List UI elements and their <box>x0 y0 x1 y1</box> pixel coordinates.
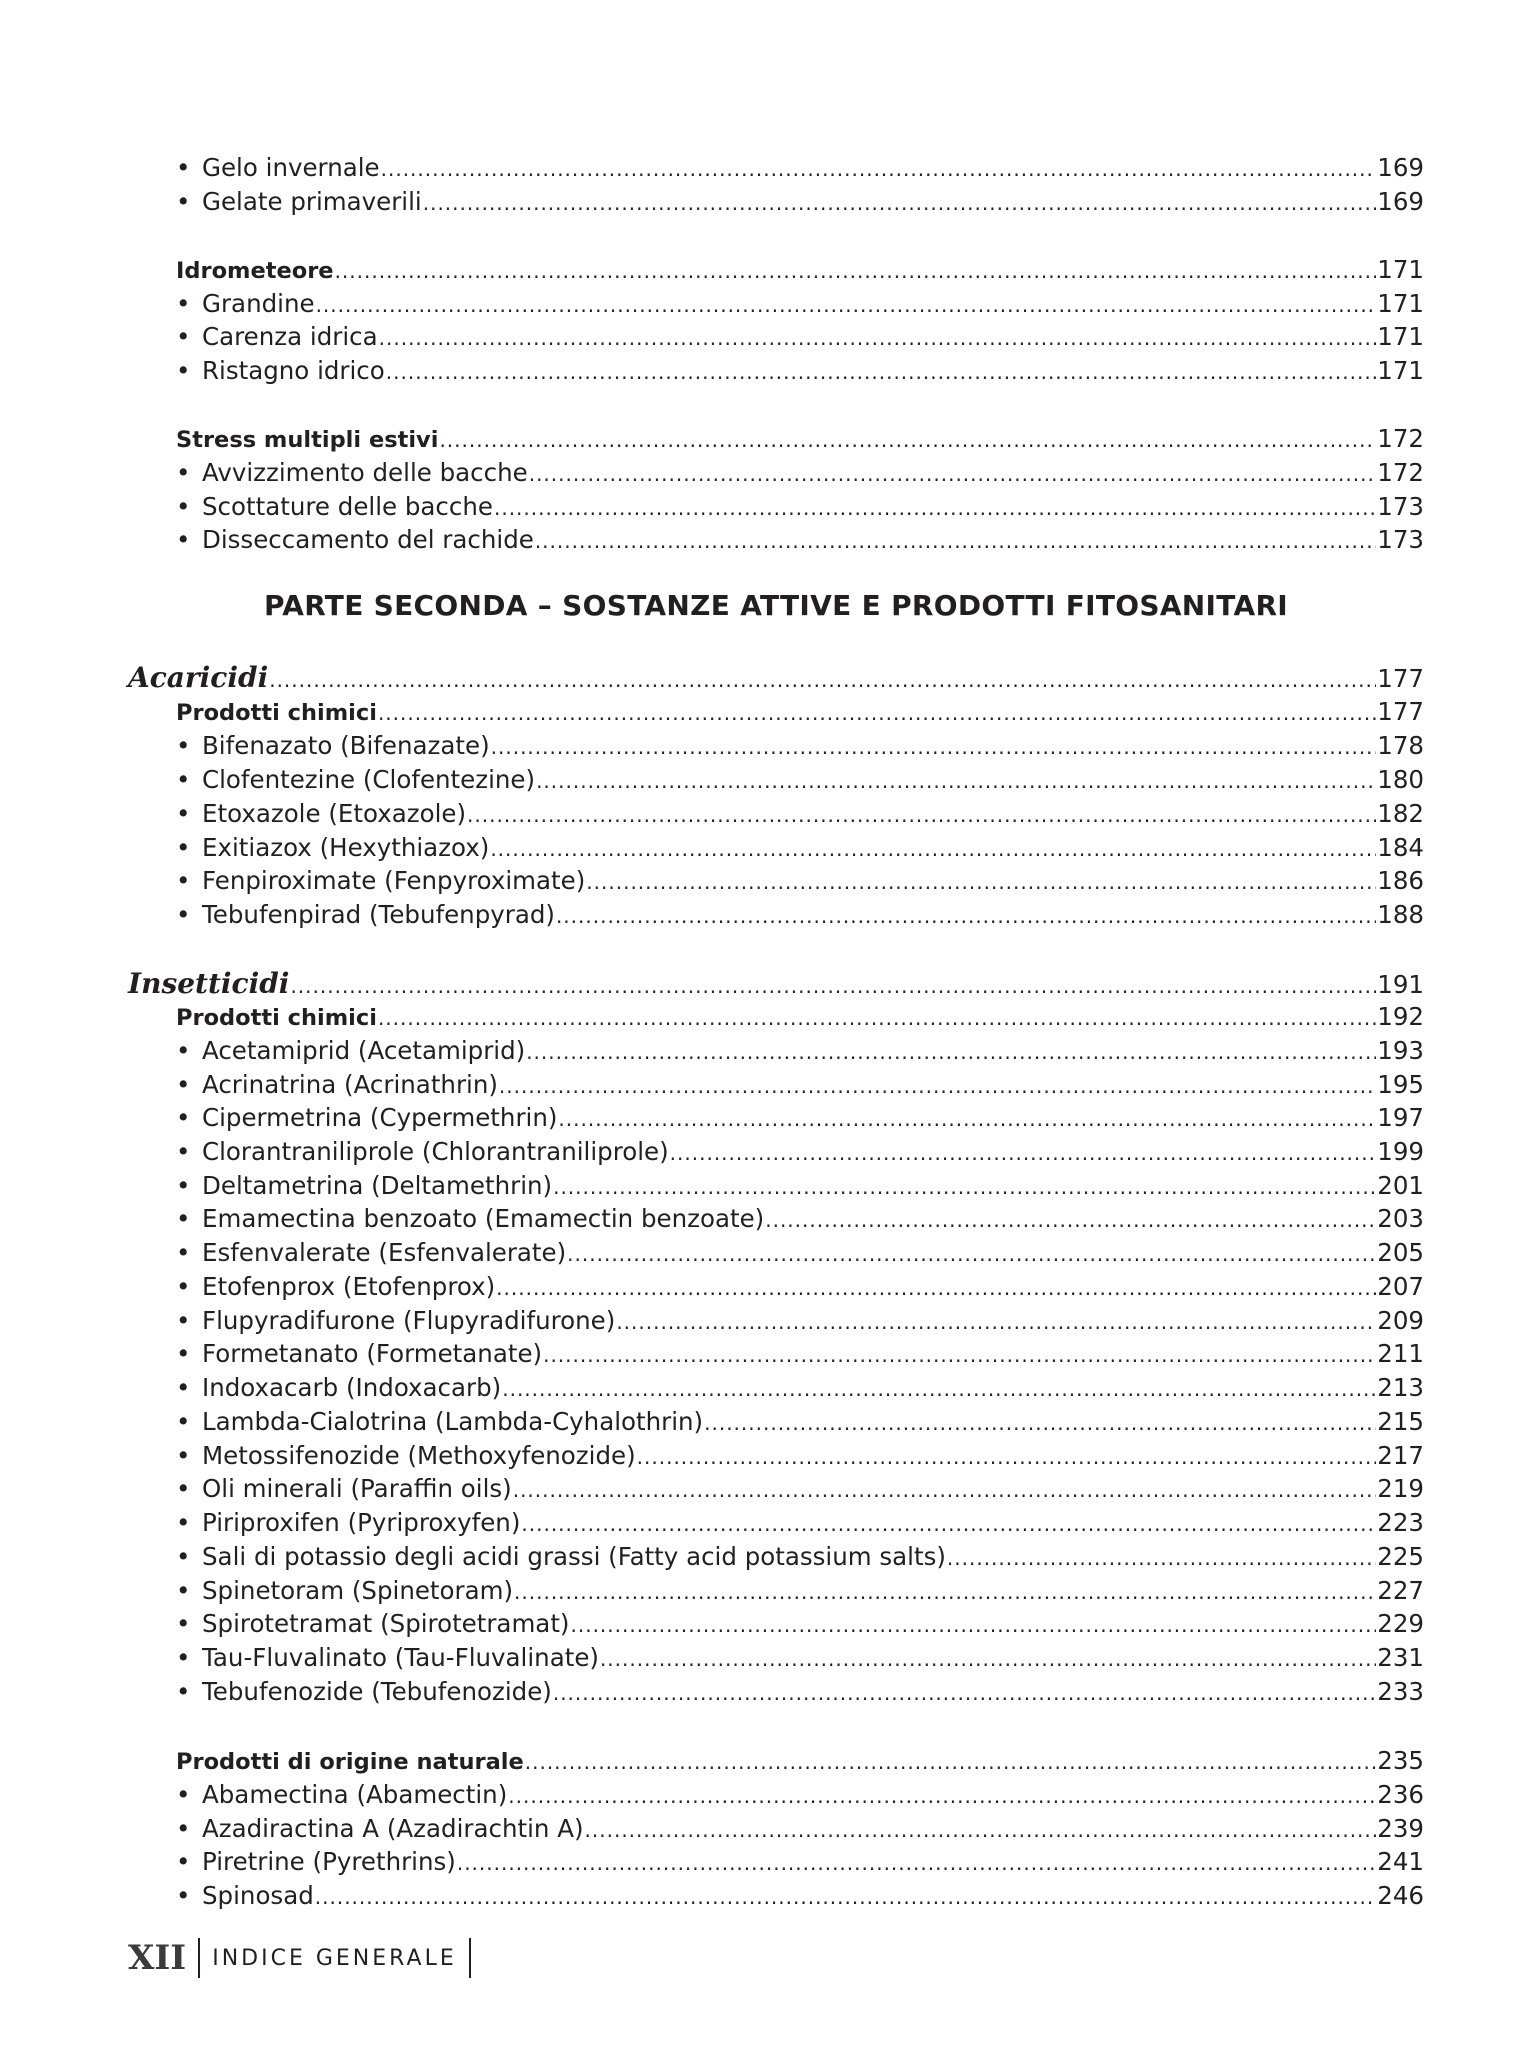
dot-leader <box>335 255 1377 287</box>
page-footer <box>128 1936 483 1980</box>
toc-entry-label: Tebufenpirad (Tebufenpyrad) <box>202 900 555 929</box>
toc-entry <box>176 1846 1424 1879</box>
toc-entry-label: Disseccamento del rachide <box>202 525 534 554</box>
toc-entry-label: Gelate primaverili <box>202 187 422 216</box>
dot-leader <box>616 1306 1376 1338</box>
toc-entry-label: Azadiractina A (Azadirachtin A) <box>202 1814 584 1843</box>
toc-entry-page: 235 <box>1377 1746 1424 1775</box>
toc-entry-label: Grandine <box>202 289 315 318</box>
toc-entry-label: Emamectina benzoato (Emamectin benzoate) <box>202 1204 765 1233</box>
toc-entry <box>176 865 1424 898</box>
toc-entry-label: Acaricidi <box>128 661 269 694</box>
dot-leader <box>467 799 1376 831</box>
toc-entry-page: 205 <box>1377 1238 1424 1267</box>
bullet-icon: • <box>176 1103 191 1132</box>
bullet-icon: • <box>176 1070 191 1099</box>
toc-section <box>128 662 1424 696</box>
dot-leader <box>513 1474 1377 1506</box>
toc-entry-page: 171 <box>1377 289 1424 318</box>
bullet-icon: • <box>176 1542 191 1571</box>
dot-leader <box>558 1103 1376 1135</box>
dot-leader <box>521 1508 1376 1540</box>
toc-entry-label: Piriproxifen (Pyriproxyfen) <box>202 1508 521 1537</box>
bullet-icon: • <box>176 289 191 318</box>
bullet-icon: • <box>176 1306 191 1335</box>
bullet-icon: • <box>176 1272 191 1301</box>
toc-entry <box>176 1507 1424 1540</box>
toc-entry-page: 236 <box>1377 1780 1424 1809</box>
bullet-icon: • <box>176 1441 191 1470</box>
dot-leader <box>514 1576 1376 1608</box>
dot-leader <box>765 1204 1376 1236</box>
toc-entry-label: Clorantraniliprole (Chlorantraniliprole) <box>202 1137 669 1166</box>
toc-section <box>128 968 1424 1002</box>
bullet-icon: • <box>176 1373 191 1402</box>
toc-entry <box>176 1271 1424 1304</box>
bullet-icon: • <box>176 833 191 862</box>
toc-entry-page: 191 <box>1377 970 1424 999</box>
dot-leader <box>378 697 1376 729</box>
toc-entry <box>176 355 1424 388</box>
toc-entry-label: Piretrine (Pyrethrins) <box>202 1847 456 1876</box>
toc-entry <box>176 491 1424 524</box>
bullet-icon: • <box>176 1137 191 1166</box>
toc-entry <box>176 152 1424 185</box>
bullet-icon: • <box>176 525 191 554</box>
toc-entry-page: 184 <box>1377 833 1424 862</box>
bullet-icon: • <box>176 1407 191 1436</box>
bullet-icon: • <box>176 356 191 385</box>
dot-leader <box>600 1643 1376 1675</box>
toc-heading <box>176 1745 1424 1778</box>
toc-entry-page: 178 <box>1377 731 1424 760</box>
toc-entry-page: 225 <box>1377 1542 1424 1571</box>
dot-leader <box>494 492 1376 524</box>
dot-leader <box>670 1137 1377 1169</box>
toc-entry-page: 201 <box>1377 1171 1424 1200</box>
toc-entry-page: 172 <box>1377 458 1424 487</box>
toc-entry-label: Cipermetrina (Cypermethrin) <box>202 1103 558 1132</box>
dot-leader <box>457 1847 1376 1879</box>
toc-entry-label: Etofenprox (Etofenprox) <box>202 1272 496 1301</box>
dot-leader <box>496 1272 1376 1304</box>
bullet-icon: • <box>176 492 191 521</box>
toc-entry <box>176 457 1424 490</box>
dot-leader <box>379 322 1377 354</box>
toc-entry <box>176 1170 1424 1203</box>
toc-entry <box>176 730 1424 763</box>
toc-entry <box>176 1069 1424 1102</box>
toc-heading <box>176 696 1424 729</box>
toc-entry <box>176 1642 1424 1675</box>
toc-entry-label: Fenpiroximate (Fenpyroximate) <box>202 866 586 895</box>
toc-entry-page: 177 <box>1377 664 1424 693</box>
toc-entry <box>176 1440 1424 1473</box>
toc-entry <box>176 899 1424 932</box>
toc-entry-page: 229 <box>1377 1609 1424 1638</box>
toc-entry-page: 173 <box>1377 492 1424 521</box>
toc-entry <box>176 1406 1424 1439</box>
toc-entry-label: Exitiazox (Hexythiazox) <box>202 833 490 862</box>
toc-entry-page: 241 <box>1377 1847 1424 1876</box>
toc-entry-page: 173 <box>1377 525 1424 554</box>
toc-entry-page: 211 <box>1377 1339 1424 1368</box>
toc-entry-label: Prodotti chimici <box>176 1005 377 1031</box>
toc-heading <box>176 1001 1424 1034</box>
toc-entry-label: Spirotetramat (Spirotetramat) <box>202 1609 570 1638</box>
dot-leader <box>947 1542 1376 1574</box>
footer-divider <box>198 1938 200 1978</box>
dot-leader <box>439 424 1376 456</box>
dot-leader <box>378 1002 1376 1034</box>
bullet-icon: • <box>176 1814 191 1843</box>
bullet-icon: • <box>176 1171 191 1200</box>
footer-divider <box>469 1938 471 1978</box>
toc-entry-label: Esfenvalerate (Esfenvalerate) <box>202 1238 567 1267</box>
dot-leader <box>315 1881 1376 1913</box>
dot-leader <box>553 1171 1376 1203</box>
bullet-icon: • <box>176 1204 191 1233</box>
toc-entry-label: Formetanato (Formetanate) <box>202 1339 543 1368</box>
dot-leader <box>386 356 1376 388</box>
toc-entry-label: Etoxazole (Etoxazole) <box>202 799 467 828</box>
toc-entry <box>176 1676 1424 1709</box>
dot-leader <box>585 1814 1377 1846</box>
toc-entry <box>176 1880 1424 1913</box>
toc-entry-page: 233 <box>1377 1677 1424 1706</box>
toc-entry <box>176 1305 1424 1338</box>
toc-entry-label: Sali di potassio degli acidi grassi (Fatty acid potassium salts) <box>202 1542 946 1571</box>
toc-entry-label: Oli minerali (Paraffin oils) <box>202 1474 512 1503</box>
dot-leader <box>536 765 1376 797</box>
toc-entry-page: 197 <box>1377 1103 1424 1132</box>
toc-entry-label: Tau-Fluvalinato (Tau-Fluvalinate) <box>202 1643 599 1672</box>
toc-entry-page: 239 <box>1377 1814 1424 1843</box>
toc-entry-label: Avvizzimento delle bacche <box>202 458 528 487</box>
toc-entry-label: Prodotti chimici <box>176 700 377 726</box>
bullet-icon: • <box>176 799 191 828</box>
toc-entry-page: 246 <box>1377 1881 1424 1910</box>
toc-entry <box>176 832 1424 865</box>
toc-entry <box>176 1473 1424 1506</box>
toc-entry <box>176 1372 1424 1405</box>
dot-leader <box>499 1070 1376 1102</box>
bullet-icon: • <box>176 187 191 216</box>
part-heading: PARTE SECONDA – SOSTANZE ATTIVE E PRODOTTI FITOSANITARI <box>263 589 1289 622</box>
toc-entry-label: Indoxacarb (Indoxacarb) <box>202 1373 502 1402</box>
toc-entry-page: 193 <box>1377 1036 1424 1065</box>
toc-heading <box>176 423 1424 456</box>
toc-entry-page: 215 <box>1377 1407 1424 1436</box>
toc-entry-page: 182 <box>1377 799 1424 828</box>
bullet-icon: • <box>176 1339 191 1368</box>
dot-leader <box>571 1609 1377 1641</box>
footer-title: INDICE GENERALE <box>212 1945 457 1971</box>
bullet-icon: • <box>176 1036 191 1065</box>
toc-entry-page: 203 <box>1377 1204 1424 1233</box>
toc-entry <box>176 1575 1424 1608</box>
toc-entry <box>176 321 1424 354</box>
toc-entry-label: Abamectina (Abamectin) <box>202 1780 508 1809</box>
toc-entry-label: Acrinatrina (Acrinathrin) <box>202 1070 498 1099</box>
toc-entry-page: 171 <box>1377 255 1424 284</box>
toc-entry-page: 207 <box>1377 1272 1424 1301</box>
toc-entry-label: Insetticidi <box>128 967 290 1000</box>
dot-leader <box>529 458 1377 490</box>
bullet-icon: • <box>176 1609 191 1638</box>
toc-entry-page: 217 <box>1377 1441 1424 1470</box>
dot-leader <box>525 1746 1376 1778</box>
toc-entry-page: 169 <box>1377 187 1424 216</box>
bullet-icon: • <box>176 1643 191 1672</box>
dot-leader <box>586 866 1376 898</box>
toc-entry <box>176 798 1424 831</box>
bullet-icon: • <box>176 458 191 487</box>
toc-entry <box>176 288 1424 321</box>
toc-entry-page: 188 <box>1377 900 1424 929</box>
toc-entry <box>176 1338 1424 1371</box>
toc-entry-label: Metossifenozide (Methoxyfenozide) <box>202 1441 636 1470</box>
dot-leader <box>553 1677 1376 1709</box>
bullet-icon: • <box>176 1677 191 1706</box>
bullet-icon: • <box>176 900 191 929</box>
bullet-icon: • <box>176 1238 191 1267</box>
toc-entry <box>176 1608 1424 1641</box>
toc-entry-page: 223 <box>1377 1508 1424 1537</box>
dot-leader <box>535 525 1376 557</box>
toc-entry-page: 177 <box>1377 697 1424 726</box>
toc-entry-page: 213 <box>1377 1373 1424 1402</box>
toc-entry-page: 192 <box>1377 1002 1424 1031</box>
bullet-icon: • <box>176 1847 191 1876</box>
toc-entry-label: Bifenazato (Bifenazate) <box>202 731 490 760</box>
toc-entry-page: 227 <box>1377 1576 1424 1605</box>
bullet-icon: • <box>176 1474 191 1503</box>
dot-leader <box>543 1339 1376 1371</box>
toc-entry-page: 195 <box>1377 1070 1424 1099</box>
toc-entry-page: 180 <box>1377 765 1424 794</box>
toc-entry-page: 209 <box>1377 1306 1424 1335</box>
dot-leader <box>269 664 1376 696</box>
toc-entry-page: 169 <box>1377 153 1424 182</box>
toc-entry <box>176 764 1424 797</box>
bullet-icon: • <box>176 1780 191 1809</box>
toc-entry-label: Flupyradifurone (Flupyradifurone) <box>202 1306 616 1335</box>
toc-entry <box>176 186 1424 219</box>
dot-leader <box>704 1407 1376 1439</box>
toc-entry-label: Prodotti di origine naturale <box>176 1749 524 1775</box>
bullet-icon: • <box>176 153 191 182</box>
dot-leader <box>508 1780 1376 1812</box>
toc-entry-label: Ristagno idrico <box>202 356 385 385</box>
dot-leader <box>316 289 1377 321</box>
toc-entry-label: Carenza idrica <box>202 322 378 351</box>
toc-entry-page: 171 <box>1377 356 1424 385</box>
toc-entry <box>176 1035 1424 1068</box>
toc-entry <box>176 1779 1424 1812</box>
dot-leader <box>423 187 1377 219</box>
toc-entry-label: Lambda-Cialotrina (Lambda-Cyhalothrin) <box>202 1407 704 1436</box>
dot-leader <box>567 1238 1376 1270</box>
toc-entry-label: Stress multipli estivi <box>176 427 439 453</box>
toc-entry-page: 171 <box>1377 322 1424 351</box>
toc-entry-label: Acetamiprid (Acetamiprid) <box>202 1036 526 1065</box>
toc-entry-page: 199 <box>1377 1137 1424 1166</box>
toc-entry-page: 219 <box>1377 1474 1424 1503</box>
bullet-icon: • <box>176 1508 191 1537</box>
toc-entry <box>176 1102 1424 1135</box>
toc-entry <box>176 1541 1424 1574</box>
toc-entry <box>176 524 1424 557</box>
toc-entry <box>176 1136 1424 1169</box>
toc-entry-label: Clofentezine (Clofentezine) <box>202 765 536 794</box>
dot-leader <box>556 900 1376 932</box>
toc-entry-page: 231 <box>1377 1643 1424 1672</box>
bullet-icon: • <box>176 866 191 895</box>
toc-entry-page: 186 <box>1377 866 1424 895</box>
toc-entry-label: Tebufenozide (Tebufenozide) <box>202 1677 552 1706</box>
toc-entry-label: Idrometeore <box>176 258 334 284</box>
dot-leader <box>381 153 1377 185</box>
bullet-icon: • <box>176 322 191 351</box>
toc-entry-label: Gelo invernale <box>202 153 380 182</box>
dot-leader <box>290 970 1376 1002</box>
toc-entry-label: Deltametrina (Deltamethrin) <box>202 1171 553 1200</box>
toc-entry <box>176 1237 1424 1270</box>
dot-leader <box>491 731 1377 763</box>
bullet-icon: • <box>176 1576 191 1605</box>
dot-leader <box>502 1373 1376 1405</box>
dot-leader <box>526 1036 1376 1068</box>
toc-entry-label: Scottature delle bacche <box>202 492 493 521</box>
bullet-icon: • <box>176 1881 191 1910</box>
dot-leader <box>637 1441 1377 1473</box>
toc-entry-page: 172 <box>1377 424 1424 453</box>
toc-entry-label: Spinosad <box>202 1881 314 1910</box>
dot-leader <box>490 833 1376 865</box>
bullet-icon: • <box>176 765 191 794</box>
bullet-icon: • <box>176 731 191 760</box>
toc-entry <box>176 1203 1424 1236</box>
toc-entry-label: Spinetoram (Spinetoram) <box>202 1576 514 1605</box>
toc-entry <box>176 1813 1424 1846</box>
toc-heading <box>176 254 1424 287</box>
page-number: XII <box>128 1938 187 1978</box>
